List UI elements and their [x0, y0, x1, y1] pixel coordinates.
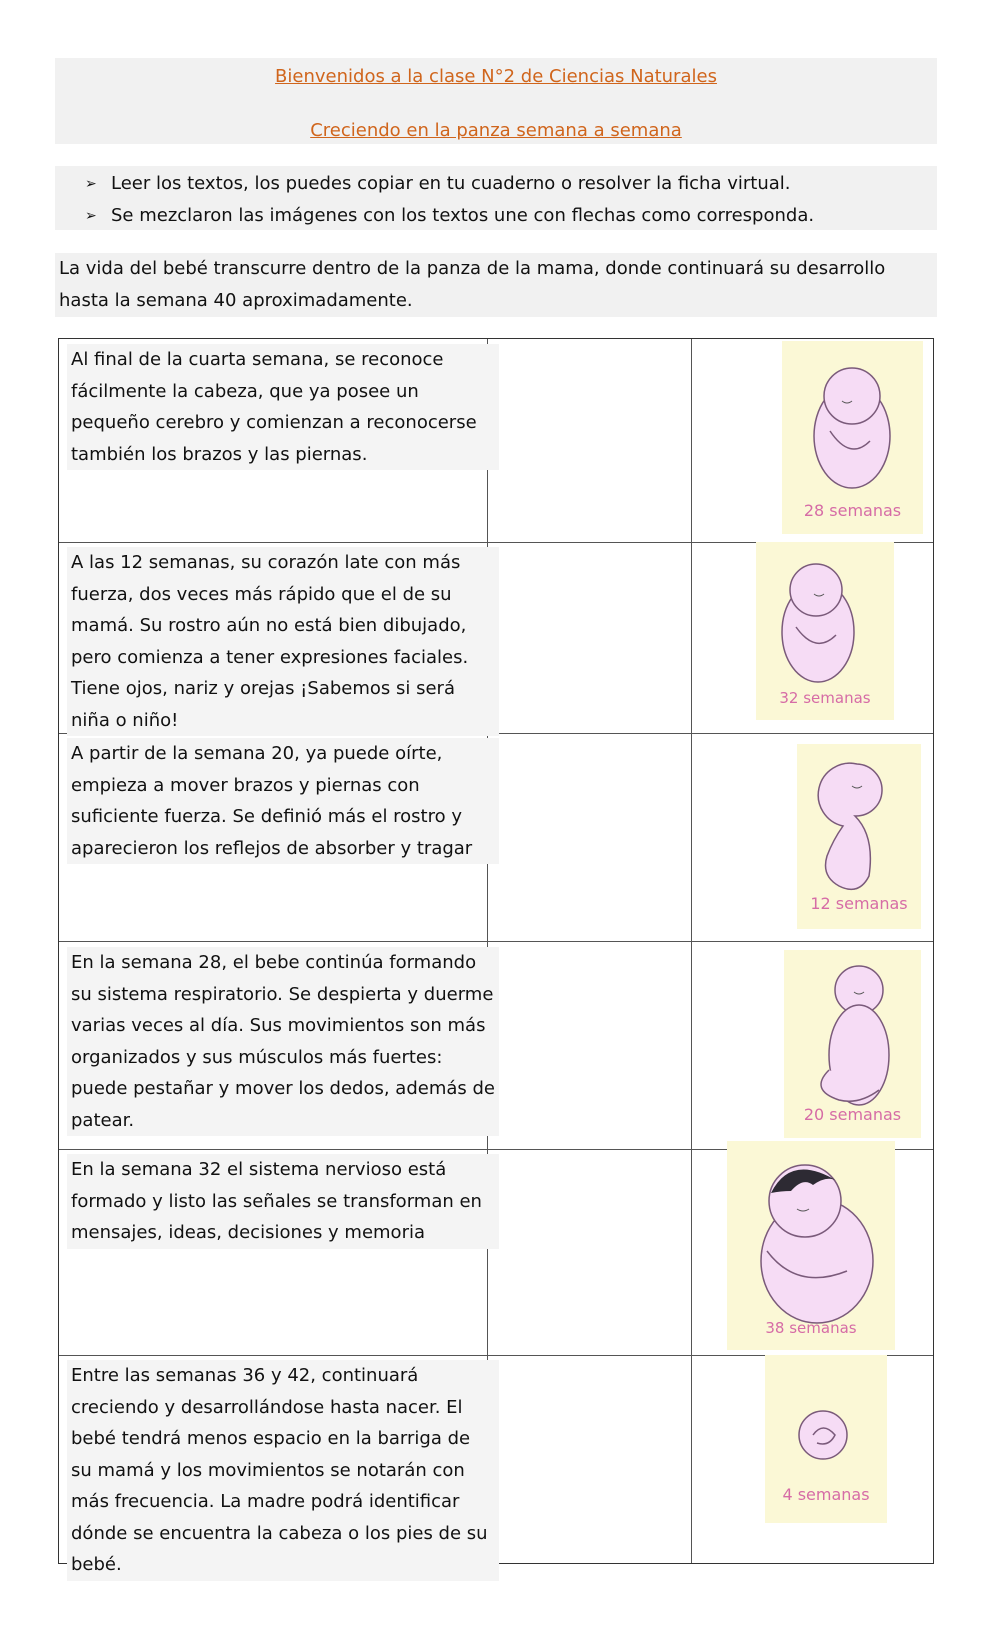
arrowhead-bullet-icon: ➢	[85, 175, 97, 192]
fetus-image-28[interactable]	[782, 341, 923, 534]
instruction-item	[85, 205, 814, 226]
header-banner	[55, 58, 937, 144]
page-subtitle: Creciendo en la panza semana a semana	[310, 120, 682, 141]
embryo-image-4[interactable]	[765, 1355, 887, 1523]
description-text: En la semana 28, el bebe continúa formando su sistema respiratorio. Se despierta y duerme varias veces al día. Sus movimientos son más organizados y sus músculos más fuertes: puede pestañar y mover los dedos, además de patear.	[67, 947, 499, 1136]
matching-table	[58, 338, 934, 1575]
image-label: 20 semanas	[803, 1105, 902, 1124]
instruction-item	[85, 173, 791, 194]
instructions-list	[55, 166, 937, 230]
description-text: Al final de la cuarta semana, se reconoce fácilmente la cabeza, que ya posee un pequeño cerebro y comienzan a reconocerse también los brazos y las piernas.	[67, 344, 499, 470]
instruction-text: Leer los textos, los puedes copiar en tu cuaderno o resolver la ficha virtual.	[111, 173, 791, 194]
intro-paragraph: La vida del bebé transcurre dentro de la panza de la mama, donde continuará su desarrollo hasta la semana 40 aproximadamente.	[55, 253, 937, 317]
fetus-image-20[interactable]	[784, 950, 921, 1138]
fetus-image-12[interactable]	[797, 744, 921, 929]
description-text: En la semana 32 el sistema nervioso está formado y listo las señales se transforman en mensajes, ideas, decisiones y memoria	[67, 1154, 499, 1249]
image-label: 4 semanas	[782, 1485, 870, 1504]
image-label: 28 semanas	[803, 501, 902, 520]
fetus-image-32[interactable]	[756, 542, 894, 720]
instruction-text: Se mezclaron las imágenes con los textos une con flechas como corresponda.	[111, 205, 815, 226]
image-label: 38 semanas	[765, 1319, 857, 1337]
image-label: 12 semanas	[810, 894, 908, 913]
image-label: 32 semanas	[779, 689, 871, 707]
page-title: Bienvenidos a la clase N°2 de Ciencias Naturales	[275, 66, 717, 87]
row-divider	[59, 941, 933, 942]
description-text: A partir de la semana 20, ya puede oírte, empieza a mover brazos y piernas con suficiente fuerza. Se definió más el rostro y aparecieron los reflejos de absorber y tragar	[67, 738, 499, 864]
description-text: A las 12 semanas, su corazón late con más fuerza, dos veces más rápido que el de su mamá. Su rostro aún no está bien dibujado, pero comienza a tener expresiones faciales. Tiene ojos, nariz y orejas ¡Sabemos si será niña o niño!	[67, 547, 499, 736]
baby-image-38[interactable]	[727, 1141, 895, 1350]
column-divider	[691, 339, 692, 1563]
description-text: Entre las semanas 36 y 42, continuará creciendo y desarrollándose hasta nacer. El bebé tendrá menos espacio en la barriga de su mamá y los movimientos se notarán con más frecuencia. La madre podrá identificar dónde se encuentra la cabeza o los pies de su bebé.	[67, 1360, 499, 1581]
arrowhead-bullet-icon: ➢	[85, 207, 97, 224]
